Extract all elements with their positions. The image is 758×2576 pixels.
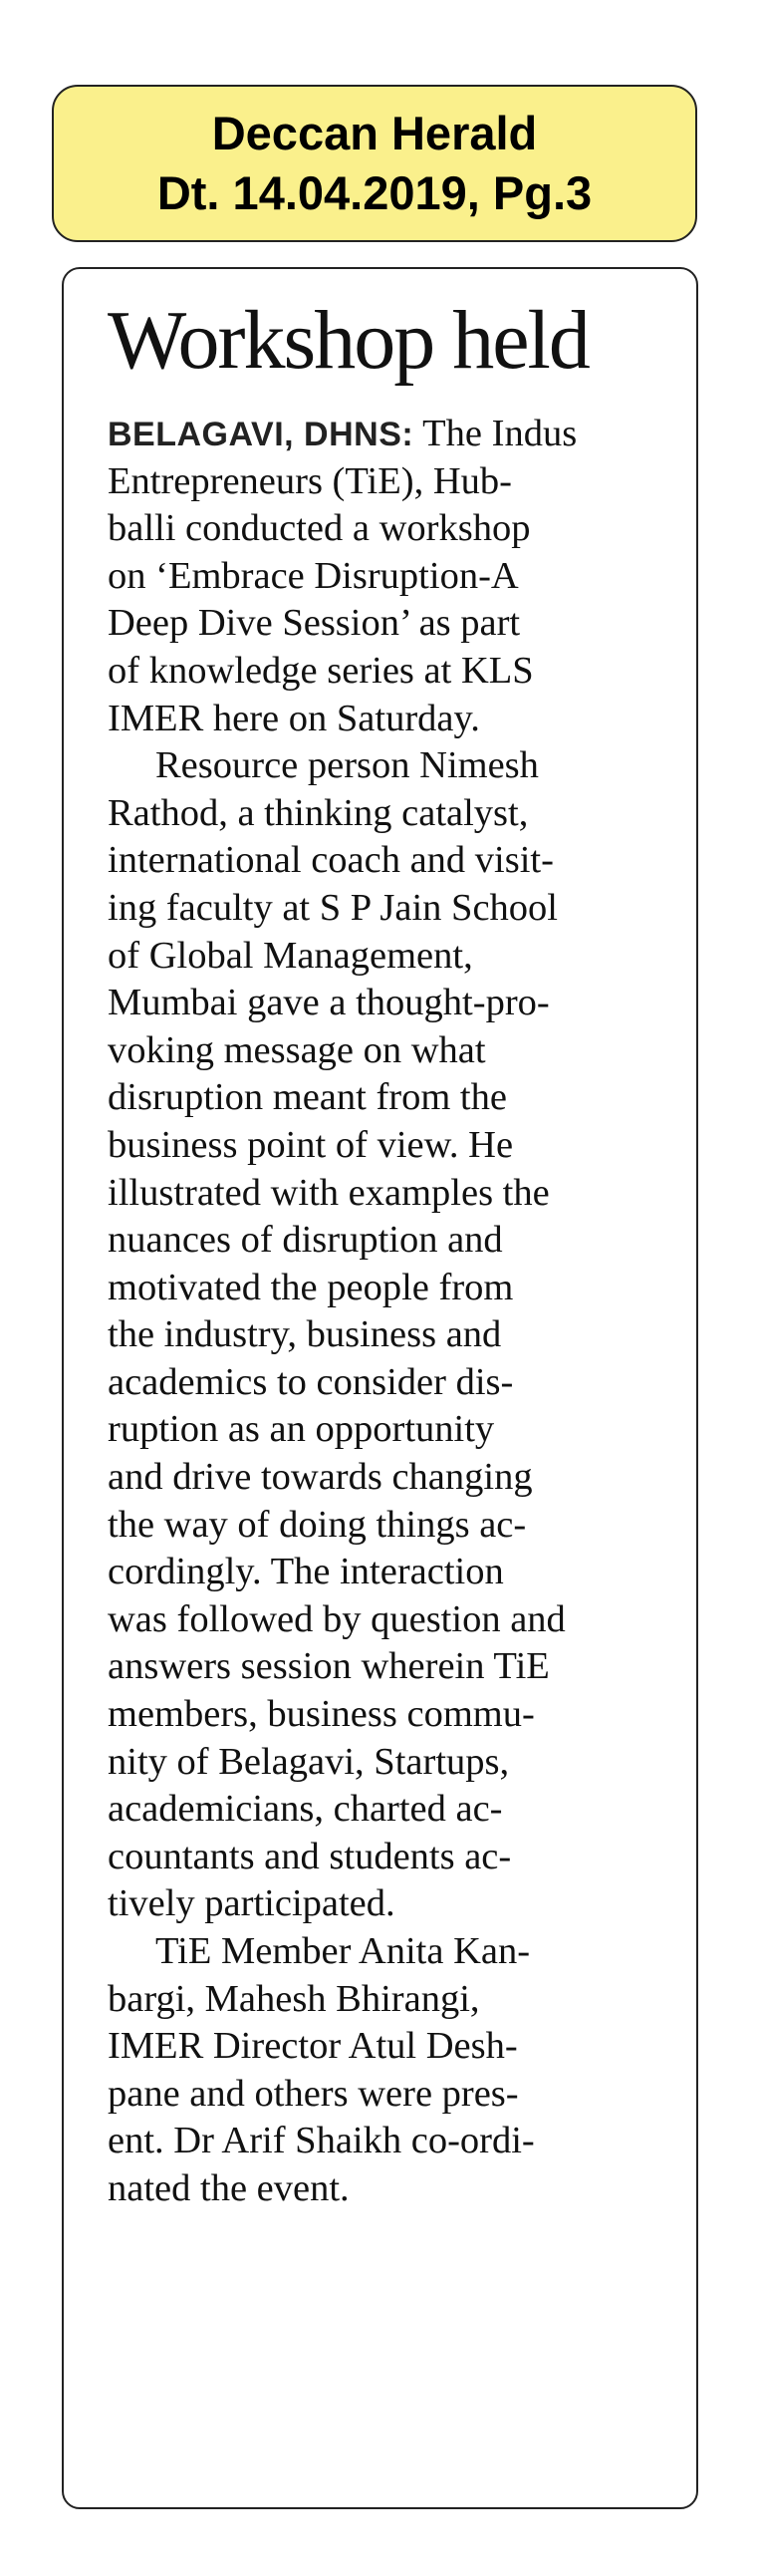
article-line: tively participated.	[108, 1882, 395, 1925]
article-line: the way of doing things ac-	[108, 1503, 527, 1546]
article-line: ruption as an opportunity	[108, 1408, 495, 1451]
article-line: nated the event.	[108, 2166, 350, 2209]
article-line: ing faculty at S P Jain School	[108, 886, 558, 929]
article-line: nity of Belagavi, Startups,	[108, 1740, 510, 1783]
article-paragraph-2	[108, 742, 672, 1928]
article-line: of knowledge series at KLS	[108, 649, 534, 692]
article-line: academics to consider dis-	[108, 1360, 514, 1403]
article-line: Deep Dive Session’ as part	[108, 602, 521, 645]
article-line: members, business commu-	[108, 1693, 535, 1736]
article-line: bargi, Mahesh Bhirangi,	[108, 1977, 480, 2020]
article-line: pane and others were pres-	[108, 2072, 519, 2115]
article-line: Rathod, a thinking catalyst,	[108, 791, 529, 834]
article-line: disruption meant from the	[108, 1076, 507, 1119]
article-line: business point of view. He	[108, 1123, 514, 1166]
article-paragraph-1	[108, 411, 672, 742]
article-line: Entrepreneurs (TiE), Hub-	[108, 459, 512, 502]
article-line: was followed by question and	[108, 1597, 566, 1640]
article-line: Resource person Nimesh	[155, 744, 539, 787]
publication-name: Deccan Herald	[211, 107, 538, 159]
article-line: answers session wherein TiE	[108, 1645, 550, 1688]
news-clipping	[62, 267, 698, 2509]
article-line: the industry, business and	[108, 1313, 502, 1356]
article-line: on ‘Embrace Disruption-A	[108, 554, 519, 597]
article-line: cordingly. The interaction	[108, 1551, 504, 1593]
article-line: ent. Dr Arif Shaikh co-ordi-	[108, 2120, 535, 2162]
article-line: BELAGAVI, DHNS: The Indus	[108, 413, 578, 454]
article-paragraph-3	[108, 1928, 672, 2213]
article-line: nuances of disruption and	[108, 1219, 503, 1262]
article-line: Mumbai gave a thought-pro-	[108, 982, 550, 1024]
article-line: TiE Member Anita Kan-	[155, 1930, 531, 1972]
article-headline: Workshop held	[108, 294, 589, 387]
article-line: and drive towards changing	[108, 1456, 533, 1499]
article-line: of Global Management,	[108, 934, 473, 977]
article-line: international coach and visit-	[108, 839, 554, 882]
publication-date-page: Dt. 14.04.2019, Pg.3	[156, 166, 593, 219]
article-line: voking message on what	[108, 1028, 486, 1071]
source-citation-box	[52, 85, 697, 242]
article-line: illustrated with examples the	[108, 1171, 550, 1214]
article-line: IMER Director Atul Desh-	[108, 2025, 518, 2068]
article-line: motivated the people from	[108, 1266, 514, 1308]
article-dateline: BELAGAVI, DHNS:	[108, 416, 414, 453]
article-line: countants and students ac-	[108, 1835, 512, 1877]
article-line: IMER here on Saturday.	[108, 697, 480, 739]
article-line: balli conducted a workshop	[108, 507, 531, 550]
article-line: academicians, charted ac-	[108, 1788, 503, 1831]
